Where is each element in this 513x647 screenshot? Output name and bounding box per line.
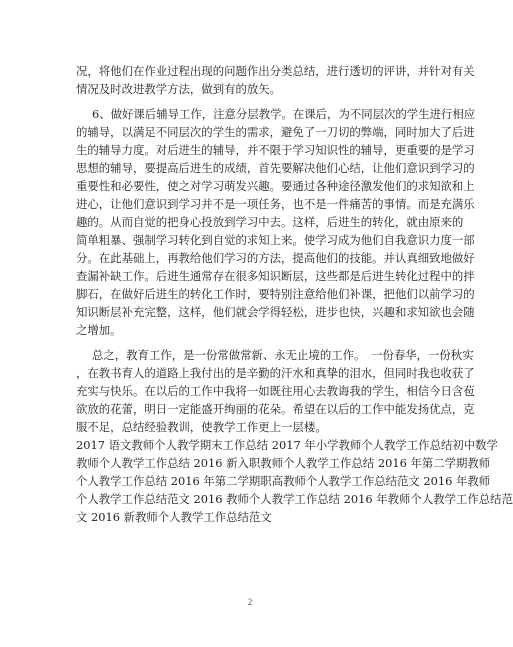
related-articles-line: 教师个人教学工作总结 2016 新入职教师个人教学工作总结 2016 年第二学期教师 xyxy=(76,456,491,470)
paragraph-line: 思想的辅导，要提高后进生的成绩，首先要解决他们心结，让他们意识到学习的 xyxy=(76,161,475,175)
paragraph-line: 重要性和必要性，使之对学习萌发兴趣。要通过各种途径激发他们的求知欲和上 xyxy=(76,179,475,193)
paragraph-line: 趣的。从而自觉的把身心投放到学习中去。这样，后进生的转化，就由原来的 xyxy=(76,215,464,229)
paragraph-line: 的辅导，以满足不同层次的学生的需求，避免了一刀切的弊端，同时加大了后进 xyxy=(76,125,475,139)
paragraph-line: 服不足，总结经验教训，使教学工作更上一层楼。 xyxy=(76,420,327,434)
paragraph-line: 生的辅导力度。对后进生的辅导，并不限于学习知识性的辅导，更重要的是学习 xyxy=(76,143,475,157)
related-articles-line: 个人教学工作总结 2016 年第二学期职高教师个人教学工作总结范文 2016 年教师 xyxy=(76,474,491,488)
paragraph-line: 查漏补缺工作。后进生通常存在很多知识断层，这些都是后进生转化过程中的拌 xyxy=(76,269,475,283)
paragraph-line: 进心，让他们意识到学习并不是一项任务，也不是一件痛苦的事情。而是充满乐 xyxy=(76,197,475,211)
paragraph-line: 情况及时改进教学方法，做到有的放矢。 xyxy=(76,82,282,96)
paragraph-line: 况，将他们在作业过程出现的问题作出分类总结，进行透切的评讲，并针对有关 xyxy=(76,64,475,78)
paragraph-line: 欲放的花蕾，明日一定能盛开绚丽的花朵。希望在以后的工作中能发扬优点，克 xyxy=(76,402,475,416)
related-articles-line: 个人教学工作总结范文 2016 教师个人教学工作总结 2016 年教师个人教学工作总结范 xyxy=(76,492,513,506)
paragraph-line: 6、做好课后辅导工作，注意分层教学。在课后，为不同层次的学生进行相应 xyxy=(92,107,476,121)
paragraph-line: 简单粗暴、强制学习转化到自觉的求知上来。使学习成为他们自我意识力度一部 xyxy=(76,233,475,247)
paragraph-line: 总之，教育工作，是一份常做常新、永无止境的工作。 一份春华，一份秋实 xyxy=(92,348,474,362)
paragraph-line: 之增加。 xyxy=(76,323,122,337)
paragraph-line: ，在教书育人的道路上我付出的是辛勤的汗水和真挚的泪水，但同时我也收获了 xyxy=(76,366,475,380)
related-articles-line: 文 2016 新教师个人教学工作总结范文 xyxy=(76,510,272,524)
paragraph-line: 充实与快乐。在以后的工作中我将一如既往用心去教诲我的学生，相信今日含苞 xyxy=(76,384,475,398)
paragraph-line: 知识断层补充完整，这样，他们就会学得轻松，进步也快，兴趣和求知欲也会随 xyxy=(76,305,475,319)
paragraph-line: 分。在此基础上，再教给他们学习的方法，提高他们的技能。并认真细致地做好 xyxy=(76,251,475,265)
page-number: 2 xyxy=(247,597,253,607)
related-articles-line: 2017 语文教师个人教学期末工作总结 2017 年小学教师个人教学工作总结初中数学 xyxy=(76,438,498,452)
paragraph-line: 脚石，在做好后进生的转化工作时，要特别注意给他们补课，把他们以前学习的 xyxy=(76,287,475,301)
